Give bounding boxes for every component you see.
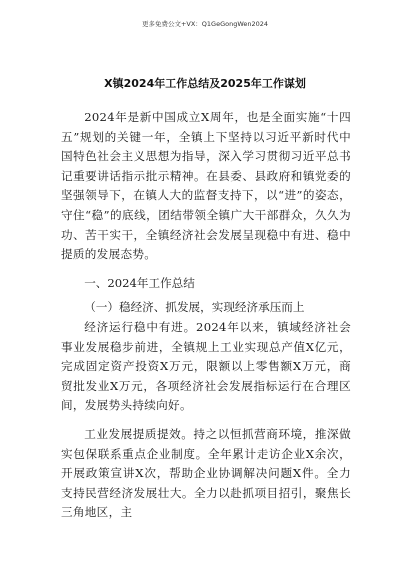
document-body [61,108,351,523]
economy-paragraph: 经济运行稳中有进。2024年以来，镇域经济社会事业发展稳步前进，全镇规上工业实现总产值X亿元，完成固定资产投资X万元，限额以上零售额X万元，商贸批发业X万元，各项经济社会发展指标运行在合理区间，发展势头持续向好。 [61,319,351,413]
subsection-heading: （一）稳经济、抓发展，实现经济承压而上 [84,300,305,315]
section-heading: 一、2024年工作总结 [84,275,195,290]
header-note: 更多免费公文+VX：Q1GeGongWen2024 [141,20,269,28]
document-title: X镇2024年工作总结及2025年工作谋划 [104,77,306,90]
intro-paragraph: 2024年是新中国成立X周年，也是全面实施“十四五”规划的关键一年，全镇上下坚持以习近平新时代中国特色社会主义思想为指导，深入学习贯彻习近平总书记重要讲话指示批示精神。在县委、县政府和镇党委的坚强领导下，在镇人大的监督支持下，以“进”的姿态，守住“稳”的底线，团结带领全镇广大干部群众，久久为功、苦干实干，全镇经济社会发展呈现稳中有进、稳中提质的发展态势。 [61,110,351,262]
industry-paragraph: 工业发展提质提效。持之以恒抓营商环境，推深做实包保联系重点企业制度。全年累计走访企业X余次，开展政策宣讲X次，帮助企业协调解决问题X件。全力支持民营经济发展壮大。全力以赴抓项目招引，聚焦长三角地区，主 [61,426,351,520]
